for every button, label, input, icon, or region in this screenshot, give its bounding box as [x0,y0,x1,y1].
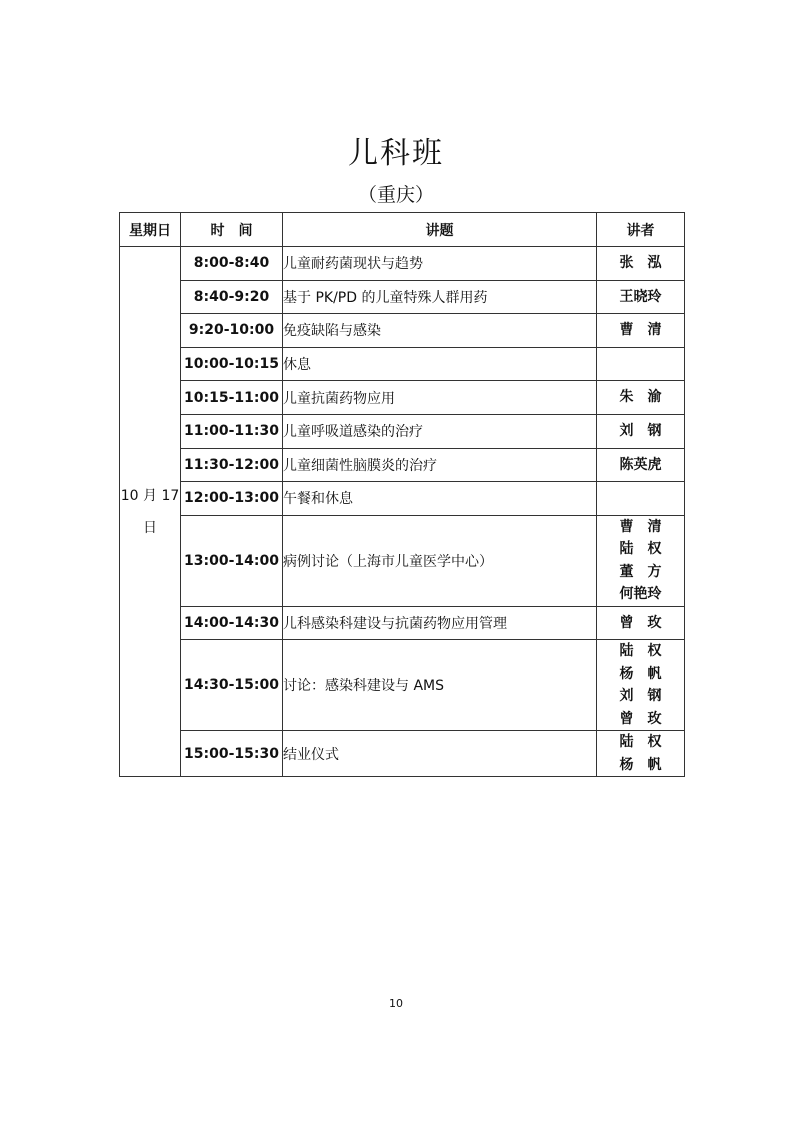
speaker-name: 王晓玲 [619,288,662,305]
speaker-name: 曹 清 [619,518,662,535]
speaker-cell [597,448,685,482]
topic-cell: 病例讨论（上海市儿童医学中心） [283,515,597,606]
time-cell: 11:30-12:00 [181,448,283,482]
speaker-name: 陆 权 [619,643,662,660]
header-topic: 讲题 [283,213,597,247]
topic-cell: 儿童呼吸道感染的治疗 [283,414,597,448]
topic-cell: 基于 PK/PD 的儿童特殊人群用药 [283,280,597,314]
topic-cell: 儿童细菌性脑膜炎的治疗 [283,448,597,482]
table-row [120,731,685,777]
table-row [120,280,685,314]
speaker-cell [597,381,685,415]
speaker-name: 何艳玲 [619,586,662,603]
topic-cell: 结业仪式 [283,731,597,777]
speaker-name: 朱 渝 [619,389,662,406]
topic-cell: 儿童抗菌药物应用 [283,381,597,415]
time-cell: 9:20-10:00 [181,314,283,348]
schedule-table [119,212,685,777]
time-cell: 15:00-15:30 [181,731,283,777]
speaker-cell [597,515,685,606]
table-row [120,515,685,606]
topic-cell: 休息 [283,347,597,381]
time-cell: 8:40-9:20 [181,280,283,314]
speaker-name: 曾 玫 [619,710,662,727]
table-row [120,448,685,482]
table-row [120,414,685,448]
speaker-name: 董 方 [619,563,662,580]
speaker-name: 曹 清 [619,322,662,339]
header-speaker: 讲者 [597,213,685,247]
speaker-cell [597,482,685,516]
page-subtitle: （重庆） [357,184,434,206]
speaker-name: 陆 权 [619,734,662,751]
time-cell: 10:00-10:15 [181,347,283,381]
speaker-cell [597,606,685,640]
speaker-cell [597,414,685,448]
speaker-name: 陈英虎 [619,456,662,473]
table-row [120,606,685,640]
time-cell: 11:00-11:30 [181,414,283,448]
speaker-name: 曾 玫 [619,614,662,631]
time-cell: 10:15-11:00 [181,381,283,415]
topic-cell: 儿科感染科建设与抗菌药物应用管理 [283,606,597,640]
speaker-name: 陆 权 [619,541,662,558]
time-cell: 12:00-13:00 [181,482,283,516]
page-title: 儿科班 [348,136,444,171]
table-row [120,381,685,415]
date-cell [120,247,181,777]
speaker-cell [597,280,685,314]
topic-cell: 免疫缺陷与感染 [283,314,597,348]
speaker-name: 杨 帆 [619,665,662,682]
topic-cell: 儿童耐药菌现状与趋势 [283,247,597,281]
table-row [120,482,685,516]
speaker-name: 张 泓 [619,255,662,272]
date-line: 10 月 17 [120,487,180,504]
speaker-name: 杨 帆 [619,756,662,773]
speaker-cell [597,347,685,381]
header-weekday: 星期日 [120,213,181,247]
speaker-cell [597,314,685,348]
speaker-name: 刘 钢 [619,423,662,440]
topic-cell: 讨论：感染科建设与 AMS [283,640,597,731]
schedule-body [120,247,685,777]
topic-cell: 午餐和休息 [283,482,597,516]
page-number: 10 [389,997,403,1010]
table-row [120,640,685,731]
table-row [120,347,685,381]
speaker-cell [597,731,685,777]
table-header-row [120,213,685,247]
speaker-cell [597,247,685,281]
table-row [120,314,685,348]
header-time: 时 间 [181,213,283,247]
speaker-cell [597,640,685,731]
speaker-name: 刘 钢 [619,688,662,705]
table-row [120,247,685,281]
time-cell: 14:30-15:00 [181,640,283,731]
date-line: 日 [143,519,157,536]
time-cell: 8:00-8:40 [181,247,283,281]
time-cell: 14:00-14:30 [181,606,283,640]
time-cell: 13:00-14:00 [181,515,283,606]
